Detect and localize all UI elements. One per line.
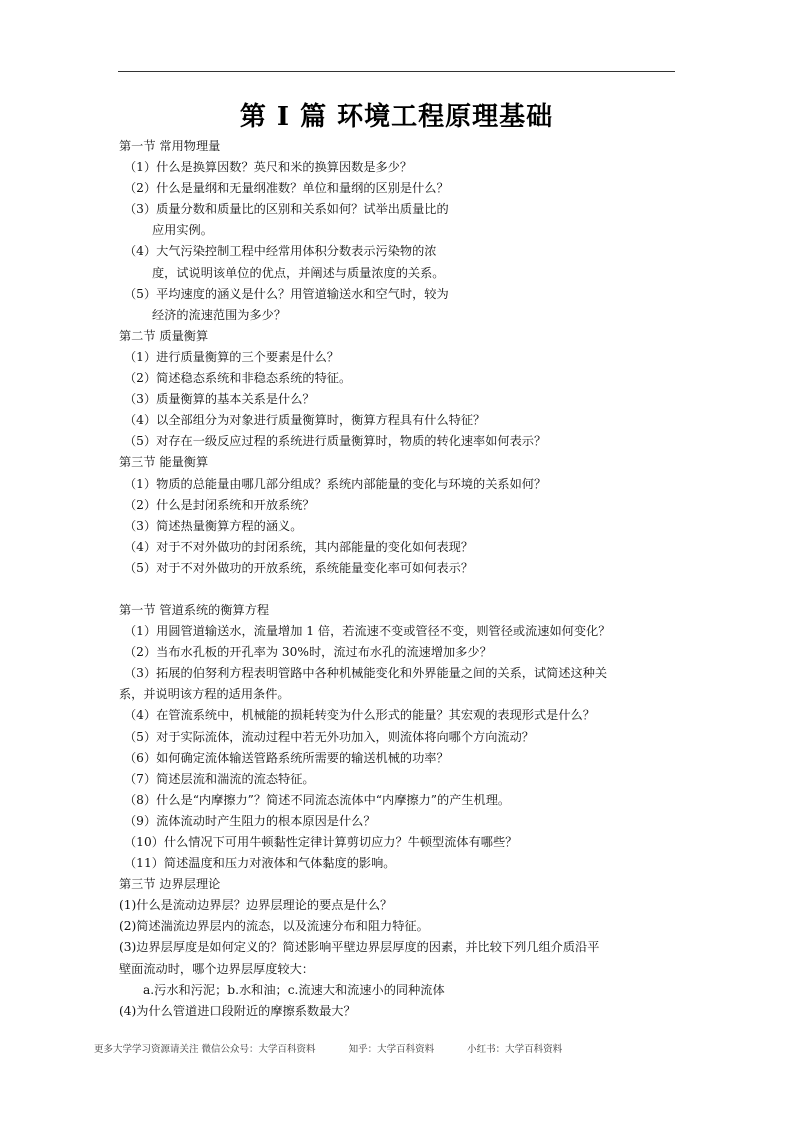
section-heading: 第一节 常用物理量	[119, 139, 221, 153]
question-continuation: 壁面流动时，哪个边界层厚度较大：	[119, 961, 314, 976]
question-item: （3）简述热量衡算方程的涵义。	[124, 518, 303, 533]
question-continuation: 系，并说明该方程的适用条件。	[119, 687, 290, 702]
question-item: （5）平均速度的涵义是什么？用管道输送水和空气时，较为	[124, 286, 449, 301]
section-heading: 第一节 管道系统的衡算方程	[119, 602, 270, 617]
question-item: （9）流体流动时产生阻力的根本原因是什么？	[124, 813, 376, 828]
footer-zhihu: 知乎：大学百科资料	[348, 1044, 435, 1055]
question-item: （1）什么是换算因数？英尺和米的换算因数是多少？	[124, 160, 413, 175]
section-heading: 第二节 质量衡算	[119, 328, 209, 343]
question-item: （4）对于不对外做功的封闭系统，其内部能量的变化如何表现？	[124, 539, 474, 554]
question-continuation: 度，试说明该单位的优点，并阐述与质量浓度的关系。	[152, 265, 445, 280]
question-item: （5）对存在一级反应过程的系统进行质量衡算时，物质的转化速率如何表示？	[124, 434, 547, 449]
question-item: （11）简述温度和压力对液体和气体黏度的影响。	[124, 856, 396, 871]
question-item: （4）在管流系统中，机械能的损耗转变为什么形式的能量？其宏观的表现形式是什么？	[124, 708, 595, 723]
question-item: （1）物质的总能量由哪几部分组成？系统内部能量的变化与环境的关系如何？	[124, 476, 547, 491]
question-item: （8）什么是“内摩擦力”？简述不同流态流体中“内摩擦力”的产生机理。	[124, 792, 511, 807]
question-item: （2）简述稳态系统和非稳态系统的特征。	[124, 371, 352, 386]
question-item: （3）质量分数和质量比的区别和关系如何？试举出质量比的	[124, 202, 449, 217]
footer-xiaohongshu: 小红书：大学百科资料	[467, 1044, 563, 1055]
question-item: （10）什么情况下可用牛顿黏性定律计算剪切应力？牛顿型流体有哪些？	[124, 835, 518, 849]
question-item: (1)什么是流动边界层？边界层理论的要点是什么？	[119, 898, 393, 913]
page-title: 第 I 篇 环境工程原理基础	[239, 102, 554, 132]
question-item: （2）什么是封闭系统和开放系统？	[124, 497, 315, 512]
question-item: （6）如何确定流体输送管路系统所需要的输送机械的功率？	[124, 750, 449, 765]
section-heading: 第三节 边界层理论	[119, 877, 221, 892]
question-item: (2)简述湍流边界层内的流态，以及流速分布和阻力特征。	[119, 919, 429, 934]
question-item: （5）对于不对外做功的开放系统，系统能量变化率可如何表示？	[124, 560, 474, 575]
question-item: （3）质量衡算的基本关系是什么？	[124, 392, 315, 407]
document-body	[119, 136, 679, 1022]
question-item: (4)为什么管道进口段附近的摩擦系数最大？	[119, 1003, 356, 1018]
question-item: （2）什么是量纲和无量纲准数？单位和量纲的区别是什么？	[124, 181, 449, 196]
question-continuation: 经济的流速范围为多少？	[152, 307, 287, 322]
question-item: （3）拓展的伯努利方程表明管路中各种机械能变化和外界能量之间的关系，试简述这种关	[124, 666, 608, 681]
question-item: （2）当布水孔板的开孔率为 30%时，流过布水孔的流速增加多少？	[124, 645, 492, 660]
question-continuation: 应用实例。	[152, 223, 213, 238]
page-footer	[94, 1041, 592, 1055]
question-item: （5）对于实际流体，流动过程中若无外功加入，则流体将向哪个方向流动？	[124, 729, 534, 744]
question-item: （1）进行质量衡算的三个要素是什么？	[124, 349, 339, 364]
question-item: （7）简述层流和湍流的流态特征。	[124, 771, 315, 786]
question-item: （4）大气污染控制工程中经常用体积分数表示污染物的浓	[124, 244, 437, 259]
question-item: （4）以全部组分为对象进行质量衡算时，衡算方程具有什么特征？	[124, 413, 486, 428]
section-heading: 第三节 能量衡算	[119, 455, 209, 470]
question-item: (3)边界层厚度是如何定义的？简述影响平壁边界层厚度的因素，并比较下列几组介质沿平	[119, 940, 600, 955]
footer-promo: 更多大学学习资源请关注 微信公众号：大学百科资料	[94, 1044, 316, 1055]
question-subitems: a.污水和污泥；b.水和油；c.流速大和流速小的同种流体	[143, 982, 445, 997]
header-rule	[118, 71, 675, 72]
question-item: （1）用圆管道输送水，流量增加 1 倍，若流速不变或管径不变，则管径或流速如何变化？	[124, 624, 611, 639]
blank-line	[119, 579, 679, 600]
